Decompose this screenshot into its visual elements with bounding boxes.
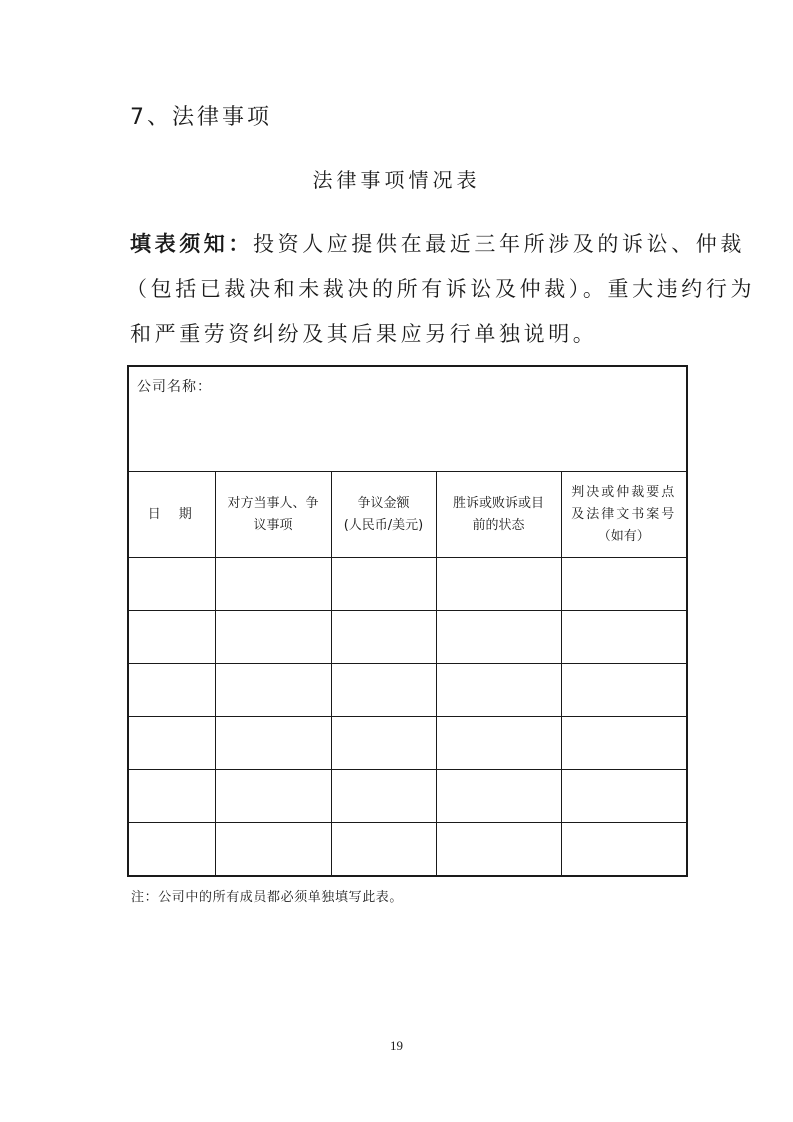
table-cell[interactable]	[331, 664, 436, 717]
header-ruling: 判决或仲裁要点 及法律文书案号 （如有）	[561, 472, 687, 558]
company-name-label: 公司名称：	[137, 379, 212, 395]
table-cell[interactable]	[561, 823, 687, 877]
table-row	[128, 770, 687, 823]
table-row	[128, 664, 687, 717]
table-cell[interactable]	[128, 664, 215, 717]
table-row	[128, 823, 687, 877]
table-cell[interactable]	[561, 717, 687, 770]
table-title: 法律事项情况表	[312, 168, 481, 192]
table-cell[interactable]	[561, 611, 687, 664]
table-cell[interactable]	[215, 664, 331, 717]
table-cell[interactable]	[128, 770, 215, 823]
table-header-row	[128, 472, 687, 558]
table-cell[interactable]	[128, 823, 215, 877]
table-cell[interactable]	[128, 611, 215, 664]
table-cell[interactable]	[436, 770, 561, 823]
table-cell[interactable]	[436, 558, 561, 611]
legal-matters-table	[127, 365, 688, 877]
table-cell[interactable]	[331, 611, 436, 664]
table-cell[interactable]	[331, 558, 436, 611]
header-status: 胜诉或败诉或目 前的状态	[436, 472, 561, 558]
table-row	[128, 717, 687, 770]
table-cell[interactable]	[331, 717, 436, 770]
company-name-cell[interactable]	[128, 366, 687, 472]
instructions-label: 填表须知：	[130, 232, 253, 256]
table-row	[128, 611, 687, 664]
table-row	[128, 558, 687, 611]
table-cell[interactable]	[561, 664, 687, 717]
table-cell[interactable]	[331, 823, 436, 877]
footnote: 注：公司中的所有成员都必须单独填写此表。	[131, 890, 404, 905]
table-cell[interactable]	[436, 664, 561, 717]
table-cell[interactable]	[561, 558, 687, 611]
header-date: 日期	[128, 472, 215, 558]
table-cell[interactable]	[215, 823, 331, 877]
table-cell[interactable]	[561, 770, 687, 823]
table-cell[interactable]	[128, 717, 215, 770]
table-cell[interactable]	[436, 823, 561, 877]
section-heading: 7、法律事项	[130, 105, 272, 130]
table-cell[interactable]	[215, 770, 331, 823]
page-number: 19	[390, 1038, 403, 1053]
table-cell[interactable]	[436, 611, 561, 664]
table-cell[interactable]	[215, 611, 331, 664]
header-amount: 争议金额 (人民币/美元)	[331, 472, 436, 558]
header-counterparty: 对方当事人、争 议事项	[215, 472, 331, 558]
table-cell[interactable]	[215, 558, 331, 611]
instructions-line-2: （包括已裁决和未裁决的所有诉讼及仲裁）。重大违约行为	[126, 277, 756, 301]
instructions-line-1: 投资人应提供在最近三年所涉及的诉讼、仲裁	[253, 232, 745, 256]
table-cell[interactable]	[128, 558, 215, 611]
table-cell[interactable]	[215, 717, 331, 770]
fill-instructions	[126, 222, 756, 357]
table-cell[interactable]	[331, 770, 436, 823]
table-cell[interactable]	[436, 717, 561, 770]
instructions-line-3: 和严重劳资纠纷及其后果应另行单独说明。	[130, 322, 598, 346]
